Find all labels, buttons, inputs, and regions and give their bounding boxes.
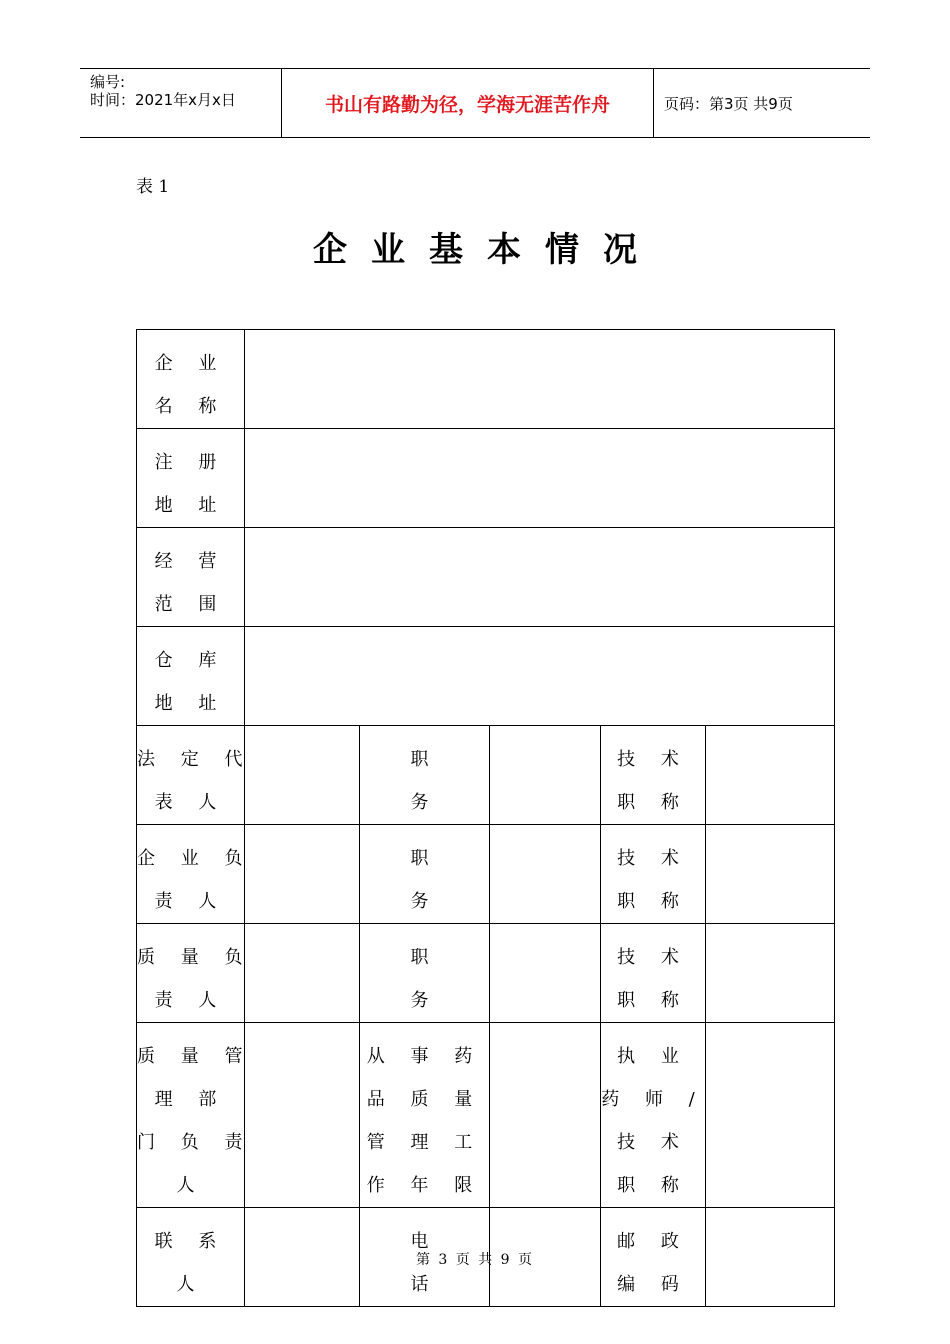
label-position — [360, 825, 490, 924]
label-line: 企 业 负 — [137, 848, 253, 869]
label-tech-title — [601, 924, 706, 1023]
label-line: 仓 库 — [154, 650, 227, 671]
label-tech-title — [601, 726, 706, 825]
label-business-scope — [137, 528, 245, 627]
table-row — [137, 1023, 835, 1208]
licensed-pharmacist-field[interactable] — [706, 1023, 835, 1208]
page-title: 企业基本情况 — [313, 230, 661, 270]
quality-head-title-field[interactable] — [706, 924, 835, 1023]
label-company-name — [137, 330, 245, 429]
label-years-qm — [360, 1023, 490, 1208]
label-line: 联 系 — [154, 1231, 227, 1252]
label-registered-address — [137, 429, 245, 528]
table-row — [137, 627, 835, 726]
label-line: 地 址 — [154, 495, 227, 516]
label-line: 职 — [410, 848, 439, 869]
label-line: 地 址 — [154, 693, 227, 714]
label-line: 企 业 — [154, 353, 227, 374]
label-line: 经 营 — [154, 551, 227, 572]
page-footer: 第 3 页 共 9 页 — [415, 1252, 535, 1268]
label-line: 表 人 — [154, 792, 227, 813]
label-tech-title — [601, 825, 706, 924]
registered-address-field[interactable] — [245, 429, 835, 528]
label-line: 职 称 — [617, 1175, 689, 1196]
label-line: 务 — [410, 990, 439, 1011]
label-line: 名 称 — [154, 396, 227, 417]
label-line: 职 称 — [617, 792, 689, 813]
label-line: 人 — [176, 1175, 205, 1196]
label-line: 作 年 限 — [366, 1175, 483, 1196]
label-line: 门 负 责 — [137, 1132, 253, 1153]
label-line: 范 围 — [154, 594, 227, 615]
label-line: 药 师 / — [601, 1089, 705, 1110]
label-line: 管 理 工 — [366, 1132, 483, 1153]
label-line: 技 术 — [617, 947, 689, 968]
header-number: 编号: — [90, 73, 126, 91]
label-line: 注 册 — [154, 452, 227, 473]
label-quality-head — [137, 924, 253, 1023]
label-line: 从 事 药 — [366, 1046, 483, 1067]
label-enterprise-head — [137, 825, 253, 924]
table-label: 表 1 — [136, 177, 170, 197]
label-line: 职 — [410, 947, 439, 968]
label-line: 理 部 — [154, 1089, 227, 1110]
label-line: 品 质 量 — [366, 1089, 483, 1110]
table-row — [137, 924, 835, 1023]
header-page-text: 页码：第3页 共9页 — [664, 94, 793, 113]
label-line: 人 — [176, 1274, 205, 1295]
header-page-info — [654, 69, 870, 137]
label-line: 执 业 — [617, 1046, 689, 1067]
enterprise-head-title-field[interactable] — [706, 825, 835, 924]
quality-head-position-field[interactable] — [490, 924, 601, 1023]
label-line: 职 称 — [617, 891, 689, 912]
label-line: 职 — [410, 749, 439, 770]
label-line: 责 人 — [154, 891, 227, 912]
label-line: 技 术 — [617, 1132, 689, 1153]
label-line: 职 称 — [617, 990, 689, 1011]
business-scope-field[interactable] — [245, 528, 835, 627]
label-licensed-pharmacist — [601, 1023, 706, 1208]
company-name-field[interactable] — [245, 330, 835, 429]
label-line: 务 — [410, 792, 439, 813]
table-row — [137, 429, 835, 528]
enterprise-head-position-field[interactable] — [490, 825, 601, 924]
label-line: 技 术 — [617, 749, 689, 770]
table-row — [137, 528, 835, 627]
table-row — [137, 726, 835, 825]
label-line: 务 — [410, 891, 439, 912]
label-line: 责 人 — [154, 990, 227, 1011]
label-line: 质 量 负 — [137, 947, 253, 968]
legal-rep-field[interactable] — [245, 726, 360, 825]
label-line: 法 定 代 — [137, 749, 253, 770]
label-legal-rep — [137, 726, 253, 825]
label-line: 电 — [410, 1231, 439, 1252]
table-row — [137, 330, 835, 429]
label-line: 质 量 管 — [137, 1046, 253, 1067]
label-line: 技 术 — [617, 848, 689, 869]
label-line: 编 码 — [617, 1274, 689, 1295]
label-position — [360, 924, 490, 1023]
quality-head-field[interactable] — [245, 924, 360, 1023]
header-motto: 书山有路勤为径，学海无涯苦作舟 — [282, 69, 654, 137]
enterprise-head-field[interactable] — [245, 825, 360, 924]
page-header — [80, 68, 870, 138]
legal-rep-position-field[interactable] — [490, 726, 601, 825]
warehouse-address-field[interactable] — [245, 627, 835, 726]
table-row — [137, 825, 835, 924]
label-line: 邮 政 — [617, 1231, 689, 1252]
label-position — [360, 726, 490, 825]
label-line: 话 — [410, 1274, 439, 1295]
header-time: 时间：2021年x月x日 — [90, 91, 236, 109]
header-meta — [80, 69, 282, 137]
label-warehouse-address — [137, 627, 245, 726]
enterprise-info-table — [136, 329, 835, 1307]
label-qm-dept-head — [137, 1023, 253, 1208]
years-qm-field[interactable] — [490, 1023, 601, 1208]
legal-rep-title-field[interactable] — [706, 726, 835, 825]
qm-dept-head-field[interactable] — [245, 1023, 360, 1208]
